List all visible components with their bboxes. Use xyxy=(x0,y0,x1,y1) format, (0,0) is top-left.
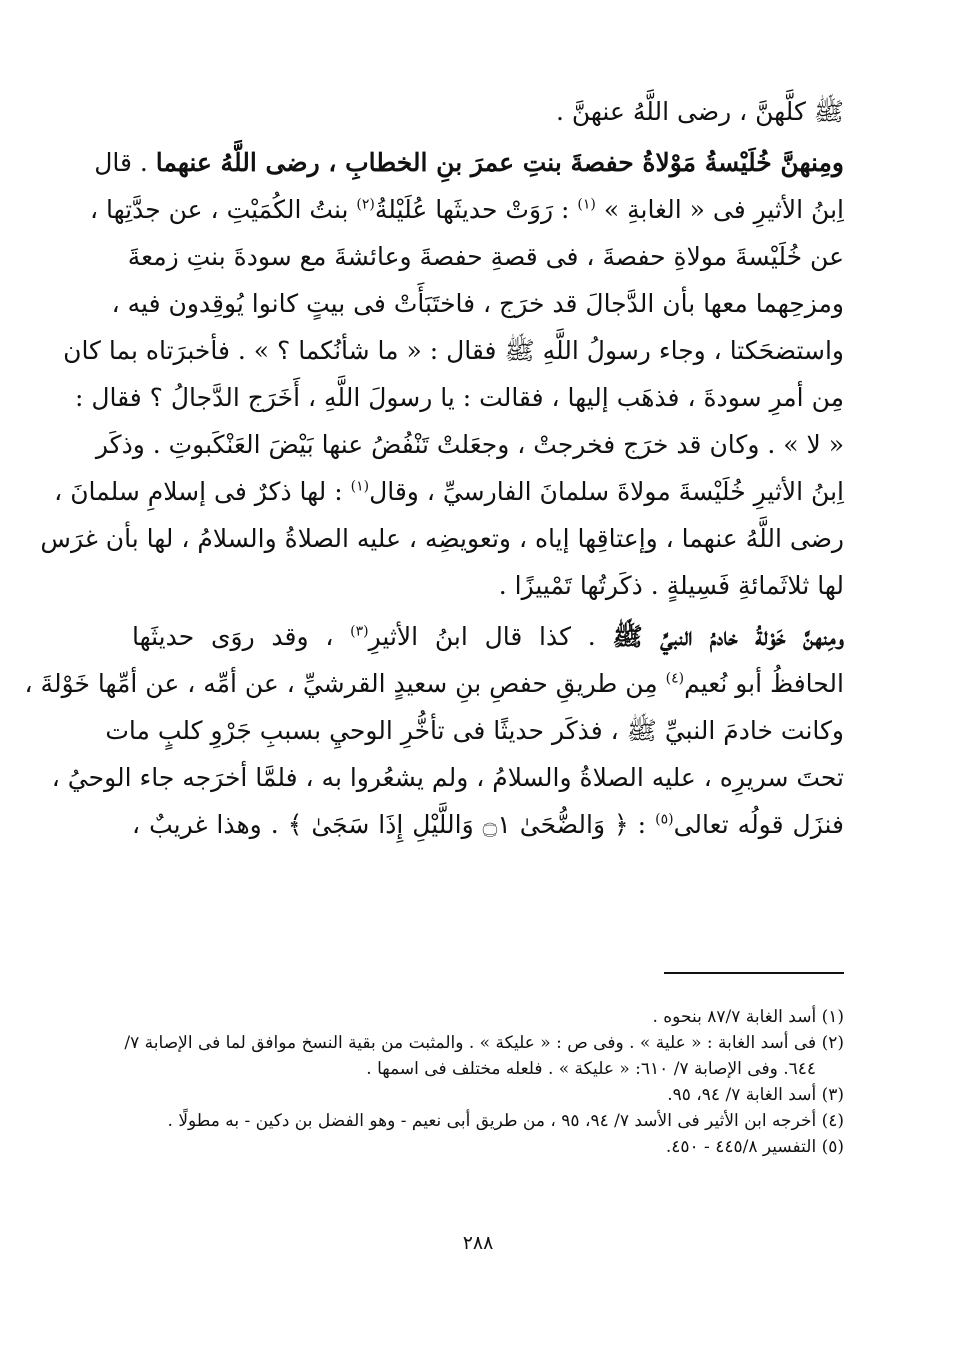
text-line: ومزحِهما معها بأن الدَّجالَ قد خرَج ، فاختَبَأَتْ فى بيتٍ كانوا يُوقِدون فيه ، xyxy=(111,289,844,318)
footnotes xyxy=(124,1004,844,1160)
footnote-separator xyxy=(664,972,844,974)
text-line: اِبنُ الأثيرِ فى « الغابةِ » $^{(١)}$ : رَوَتْ حديثَها عُلَيْلةُ$^{(٢)}$ بنتُ الكُمَيْتِ ، عن جدَّتِها ، xyxy=(90,195,844,224)
text-line: واستضحَكتا ، وجاء رسولُ اللَّهِ ﷺ فقال : « ما شأنُكما ؟ » . فأخبرَتاه بما كان xyxy=(63,336,844,365)
paragraph-heading-line: ومِنهنَّ خُلَيْسةُ مَوْلاةُ حفصةَ بنتِ عمرَ بنِ الخطابِ ، رضى اللَّهُ عنهما . قال xyxy=(94,148,844,177)
text-line: وكانت خادمَ النبيِّ ﷺ ، فذكَر حديثًا فى تأخُّرِ الوحيِ بسببِ جَرْوِ كلبٍ مات xyxy=(105,716,844,745)
page-number: ٢٨٨ xyxy=(462,1232,494,1254)
text-line: لها ثلاثَمائةِ فَسِيلةٍ . ذكَرتُها تَمْييزًا . xyxy=(498,571,844,600)
paragraph-heading-line: ومِنهنَّ خَوْلةُ خادمُ النبيِّ ﷺ . كذا قال ابنُ الأثيرِ$^{(٣)}$ ، وقد روَى حديثَها xyxy=(132,622,844,651)
footnote-ref: (١) xyxy=(577,196,596,213)
footnote: (٥) التفسير ٤٤٥/٨ - ٤٥٠. xyxy=(665,1137,844,1157)
text-line: اِبنُ الأثيرِ خُلَيْسةَ مولاةَ سلمانَ الفارسيِّ ، وقال$^{(١)}$ : لها ذكرٌ فى إسلامِ سلمانَ ، xyxy=(54,477,844,506)
footnote-ref: (٥) xyxy=(655,811,674,828)
text-line: عن خُلَيْسةَ مولاةِ حفصةَ ، فى قصةِ حفصةَ وعائشةَ مع سودةَ بنتِ زمعةَ xyxy=(127,242,844,271)
footnote-ref: (٤) xyxy=(665,670,685,687)
paragraph-heading: ومِنهنَّ خَوْلةُ خادمُ النبيِّ ﷺ xyxy=(612,622,844,651)
text-line: تحتَ سريرِه ، عليه الصلاةُ والسلامُ ، ولم يشعُروا به ، فلمَّا أخرَجه جاء الوحيُ ، xyxy=(51,763,844,792)
footnote-ref: (٢) xyxy=(356,196,375,213)
footnote: (٢) فى أسد الغابة : « علية » . وفى ص : « عليكة » . والمثبت من بقية النسخ موافق لما فى الإصابة ٧/ xyxy=(124,1033,844,1053)
paragraph-heading: ومِنهنَّ خُلَيْسةُ مَوْلاةُ حفصةَ بنتِ عمرَ بنِ الخطابِ ، رضى اللَّهُ عنهما xyxy=(155,148,844,177)
text-line: فنزَل قولُه تعالى$^{(٥)}$ : ﴿ وَالضُّحَىٰ ۝١ وَاللَّيْلِ إِذَا سَجَىٰ ﴾ . وهذا غريبٌ ، xyxy=(132,810,844,839)
text-line: ﷺ كلَّهنَّ ، رضى اللَّهُ عنهنَّ . xyxy=(555,97,844,126)
main-text xyxy=(24,88,844,848)
footnote: (٤) أخرجه ابن الأثير فى الأسد ٧/ ٩٤، ٩٥ ، من طريق أبى نعيم - وهو الفضل بن دكين - به مطولًا . xyxy=(167,1111,844,1131)
footnote-ref: (٣) xyxy=(350,623,369,640)
text-line: الحافظُ أبو نُعيم$^{(٤)}$ مِن طريقِ حفصِ بنِ سعيدٍ القرشيِّ ، عن أمِّه ، عن أمِّها خَوْلةَ ، xyxy=(24,669,844,698)
text-line: مِن أمرِ سودةَ ، فذهَب إليها ، فقالت : يا رسولَ اللَّهِ ، أَخَرَج الدَّجالُ ؟ فقال : xyxy=(74,383,844,412)
footnote-continuation: ٦٤٤. وفى الإصابة ٧/ ٦١٠: « عليكة » . فلعله مختلف فى اسمها . xyxy=(366,1059,816,1079)
footnote: (١) أسد الغابة ٨٧/٧ بنحوه . xyxy=(652,1007,844,1027)
text-line: رضى اللَّهُ عنهما ، وإعتاقِها إياه ، وتعويضِه ، عليه الصلاةُ والسلامُ ، لها بأن غرَس xyxy=(40,524,844,553)
text-line: « لا » . وكان قد خرَج فخرجتْ ، وجعَلتْ تَنْفُضُ عنها بَيْضَ العَنْكَبوتِ . وذكَر xyxy=(95,430,844,459)
footnote-ref: (١) xyxy=(350,478,370,495)
footnote: (٣) أسد الغابة ٧/ ٩٤، ٩٥. xyxy=(667,1085,844,1105)
